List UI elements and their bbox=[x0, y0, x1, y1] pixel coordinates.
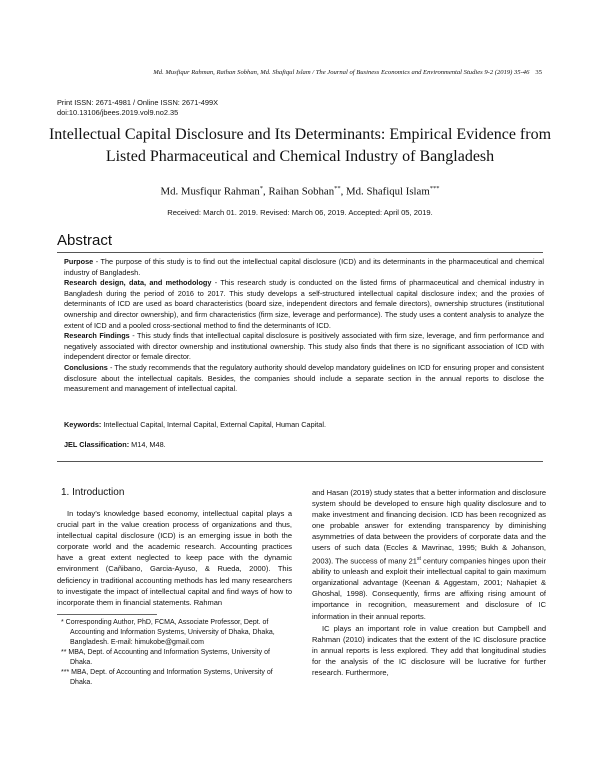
abstract-body bbox=[64, 257, 544, 395]
running-head-text: Md. Musfiqur Rahman, Raihan Sobhan, Md. Shafiqul Islam / The Journal of Business Economics and Environmental Studies 9-2 (2019) 35-46 bbox=[153, 69, 530, 76]
title-line-2: Listed Pharmaceutical and Chemical Industry of Bangladesh bbox=[105, 148, 495, 165]
footnotes bbox=[57, 618, 292, 688]
ordinal-suffix: st bbox=[416, 555, 421, 562]
findings-text: - This study finds that intellectual capital disclosure is positively associated with firm size, leverage, and firm performance and negatively associated with director ownership and institutional ownership. This study also finds that there is no significant association of ICD with independent director or female director. bbox=[64, 331, 544, 362]
received-dates: Received: March 01. 2019. Revised: March 06, 2019. Accepted: April 05, 2019. bbox=[167, 208, 433, 217]
conclusions-text: - The study recommends that the regulatory authority should develop mandatory guidelines on ICD for ensuring proper and consistent disclosure about the intellectual capitals. Besides, the companies should include a separate section in the annual reports to disclose the measurement and management of intellectual capital. bbox=[64, 362, 544, 394]
intro-paragraph-2-part-b: century companies hinges upon their ability to unleash and exploit their intellectual capital to gain maximum organizational advantage (Keenan & Aggestam, 2001; Nahapiet & Ghoshal, 1998). Consequently, firms are affixing rising amount of importance in recognition, measurement and disclosure of IC information in their annual reports. bbox=[312, 556, 546, 621]
issn-line: Print ISSN: 2671-4981 / Online ISSN: 2671-499X bbox=[57, 98, 219, 107]
author-separator: , bbox=[340, 185, 347, 198]
author-3-mark: *** bbox=[429, 185, 440, 192]
page-number: 35 bbox=[535, 69, 542, 76]
issn-block bbox=[57, 98, 218, 118]
abstract-design bbox=[64, 278, 544, 331]
right-column bbox=[312, 487, 546, 678]
findings-label: Research Findings bbox=[64, 331, 130, 341]
author-1: Md. Musfiqur Rahman bbox=[160, 185, 260, 198]
section-heading-introduction: 1. Introduction bbox=[61, 487, 125, 498]
footnote-rule bbox=[57, 614, 157, 615]
doi-line: doi:10.13106/jbees.2019.vol9.no2.35 bbox=[57, 108, 179, 117]
author-separator: , bbox=[263, 185, 269, 198]
keywords-text: Intellectual Capital, Internal Capital, External Capital, Human Capital. bbox=[101, 420, 327, 429]
abstract-purpose bbox=[64, 257, 544, 278]
title-line-1: Intellectual Capital Disclosure and Its Determinants: Empirical Evidence from bbox=[48, 126, 552, 143]
design-label: Research design, data, and methodology bbox=[64, 278, 212, 288]
abstract-heading: Abstract bbox=[57, 232, 113, 249]
keywords-label: Keywords: bbox=[64, 420, 102, 429]
author-2: Raihan Sobhan bbox=[268, 185, 335, 198]
design-text: - This research study is conducted on the listed firms of pharmaceutical and chemical industry in Bangladesh during the period of 2016 to 2017. This study develops a self-structured intellectual capital disclosure index; and the proxies of determinants of ICD are used as board characteristics (board size, independent directors and female directors), ownership structures (institutional ownership and director ownership), and firm characteristics (firm size, leverage and performance). The study uses a content analysis to analyze the extent of ICD and a pooled cross-sectional method to find the determinants of ICD. bbox=[64, 278, 544, 330]
purpose-text: - The purpose of this study is to find out the intellectual capital disclosure (ICD) and its determinants in the pharmaceutical and chemical industry of Bangladesh. bbox=[64, 257, 544, 277]
intro-paragraph-2 bbox=[312, 487, 546, 622]
footnote-author-3: *** MBA, Dept. of Accounting and Information Systems, University of Dhaka. bbox=[61, 668, 273, 686]
left-column bbox=[57, 487, 292, 688]
abstract-bottom-rule bbox=[57, 461, 543, 462]
jel-label: JEL Classification: bbox=[64, 440, 130, 449]
intro-paragraph-2-part-a: and Hasan (2019) study states that a better information and disclosure system should be developed to ensure high quality disclosure and to make investment and financing decision. ICD has been recognized as one probable answer for extending transparency by diminishing asymmetries of data between the providers of corporate data and the users of such data (Eccles & Mavrinac, 1995; Bukh & Johanson, 2003). The success of many 21 bbox=[312, 488, 546, 566]
intro-paragraph-1: In today’s knowledge based economy, intellectual capital plays a crucial part in the value creation process of organizations and thus, intellectual capital disclosure (ICD) is an emerging issue in both the corporate world and the academic research. Accounting practices have a great extent neglected to keep pace with the dynamic environment (Cañibano, Garcia-Ayuso, & Rueda, 2000). This deficiency in traditional accounting methods has led many researchers to investigate the impact of intellectual capital and find ways of how to incorporate them in financial statements. Rahman bbox=[57, 509, 292, 607]
jel-classification bbox=[64, 440, 166, 449]
footnote-corresponding-author: * Corresponding Author, PhD, FCMA, Associate Professor, Dept. of Accounting and Information Systems, University of Dhaka, Dhaka, Bangladesh. E-mail: himukobe@gmail.com bbox=[61, 618, 275, 646]
footnote-author-2: ** MBA, Dept. of Accounting and Information Systems, University of Dhaka. bbox=[61, 648, 270, 666]
intro-paragraph-3: IC plays an important role in value creation but Campbell and Rahman (2010) indicates that the extent of the IC disclosure practice in annual reports is less explored. They add that longitudinal studies for the analysis of the IC disclosure will be lucrative for further research. Furthermore, bbox=[312, 623, 546, 677]
abstract-top-rule bbox=[57, 252, 543, 253]
conclusions-label: Conclusions bbox=[64, 362, 108, 372]
abstract-conclusions bbox=[64, 363, 544, 395]
author-2-mark: ** bbox=[334, 185, 341, 192]
keywords bbox=[64, 420, 326, 429]
abstract-findings bbox=[64, 331, 544, 363]
author-1-mark: * bbox=[259, 185, 264, 192]
jel-text: M14, M48. bbox=[129, 440, 166, 449]
running-head bbox=[76, 69, 542, 76]
author-3: Md. Shafiqul Islam bbox=[346, 185, 430, 198]
author-list bbox=[0, 185, 600, 198]
purpose-label: Purpose bbox=[64, 257, 94, 266]
paper-title bbox=[40, 124, 560, 168]
